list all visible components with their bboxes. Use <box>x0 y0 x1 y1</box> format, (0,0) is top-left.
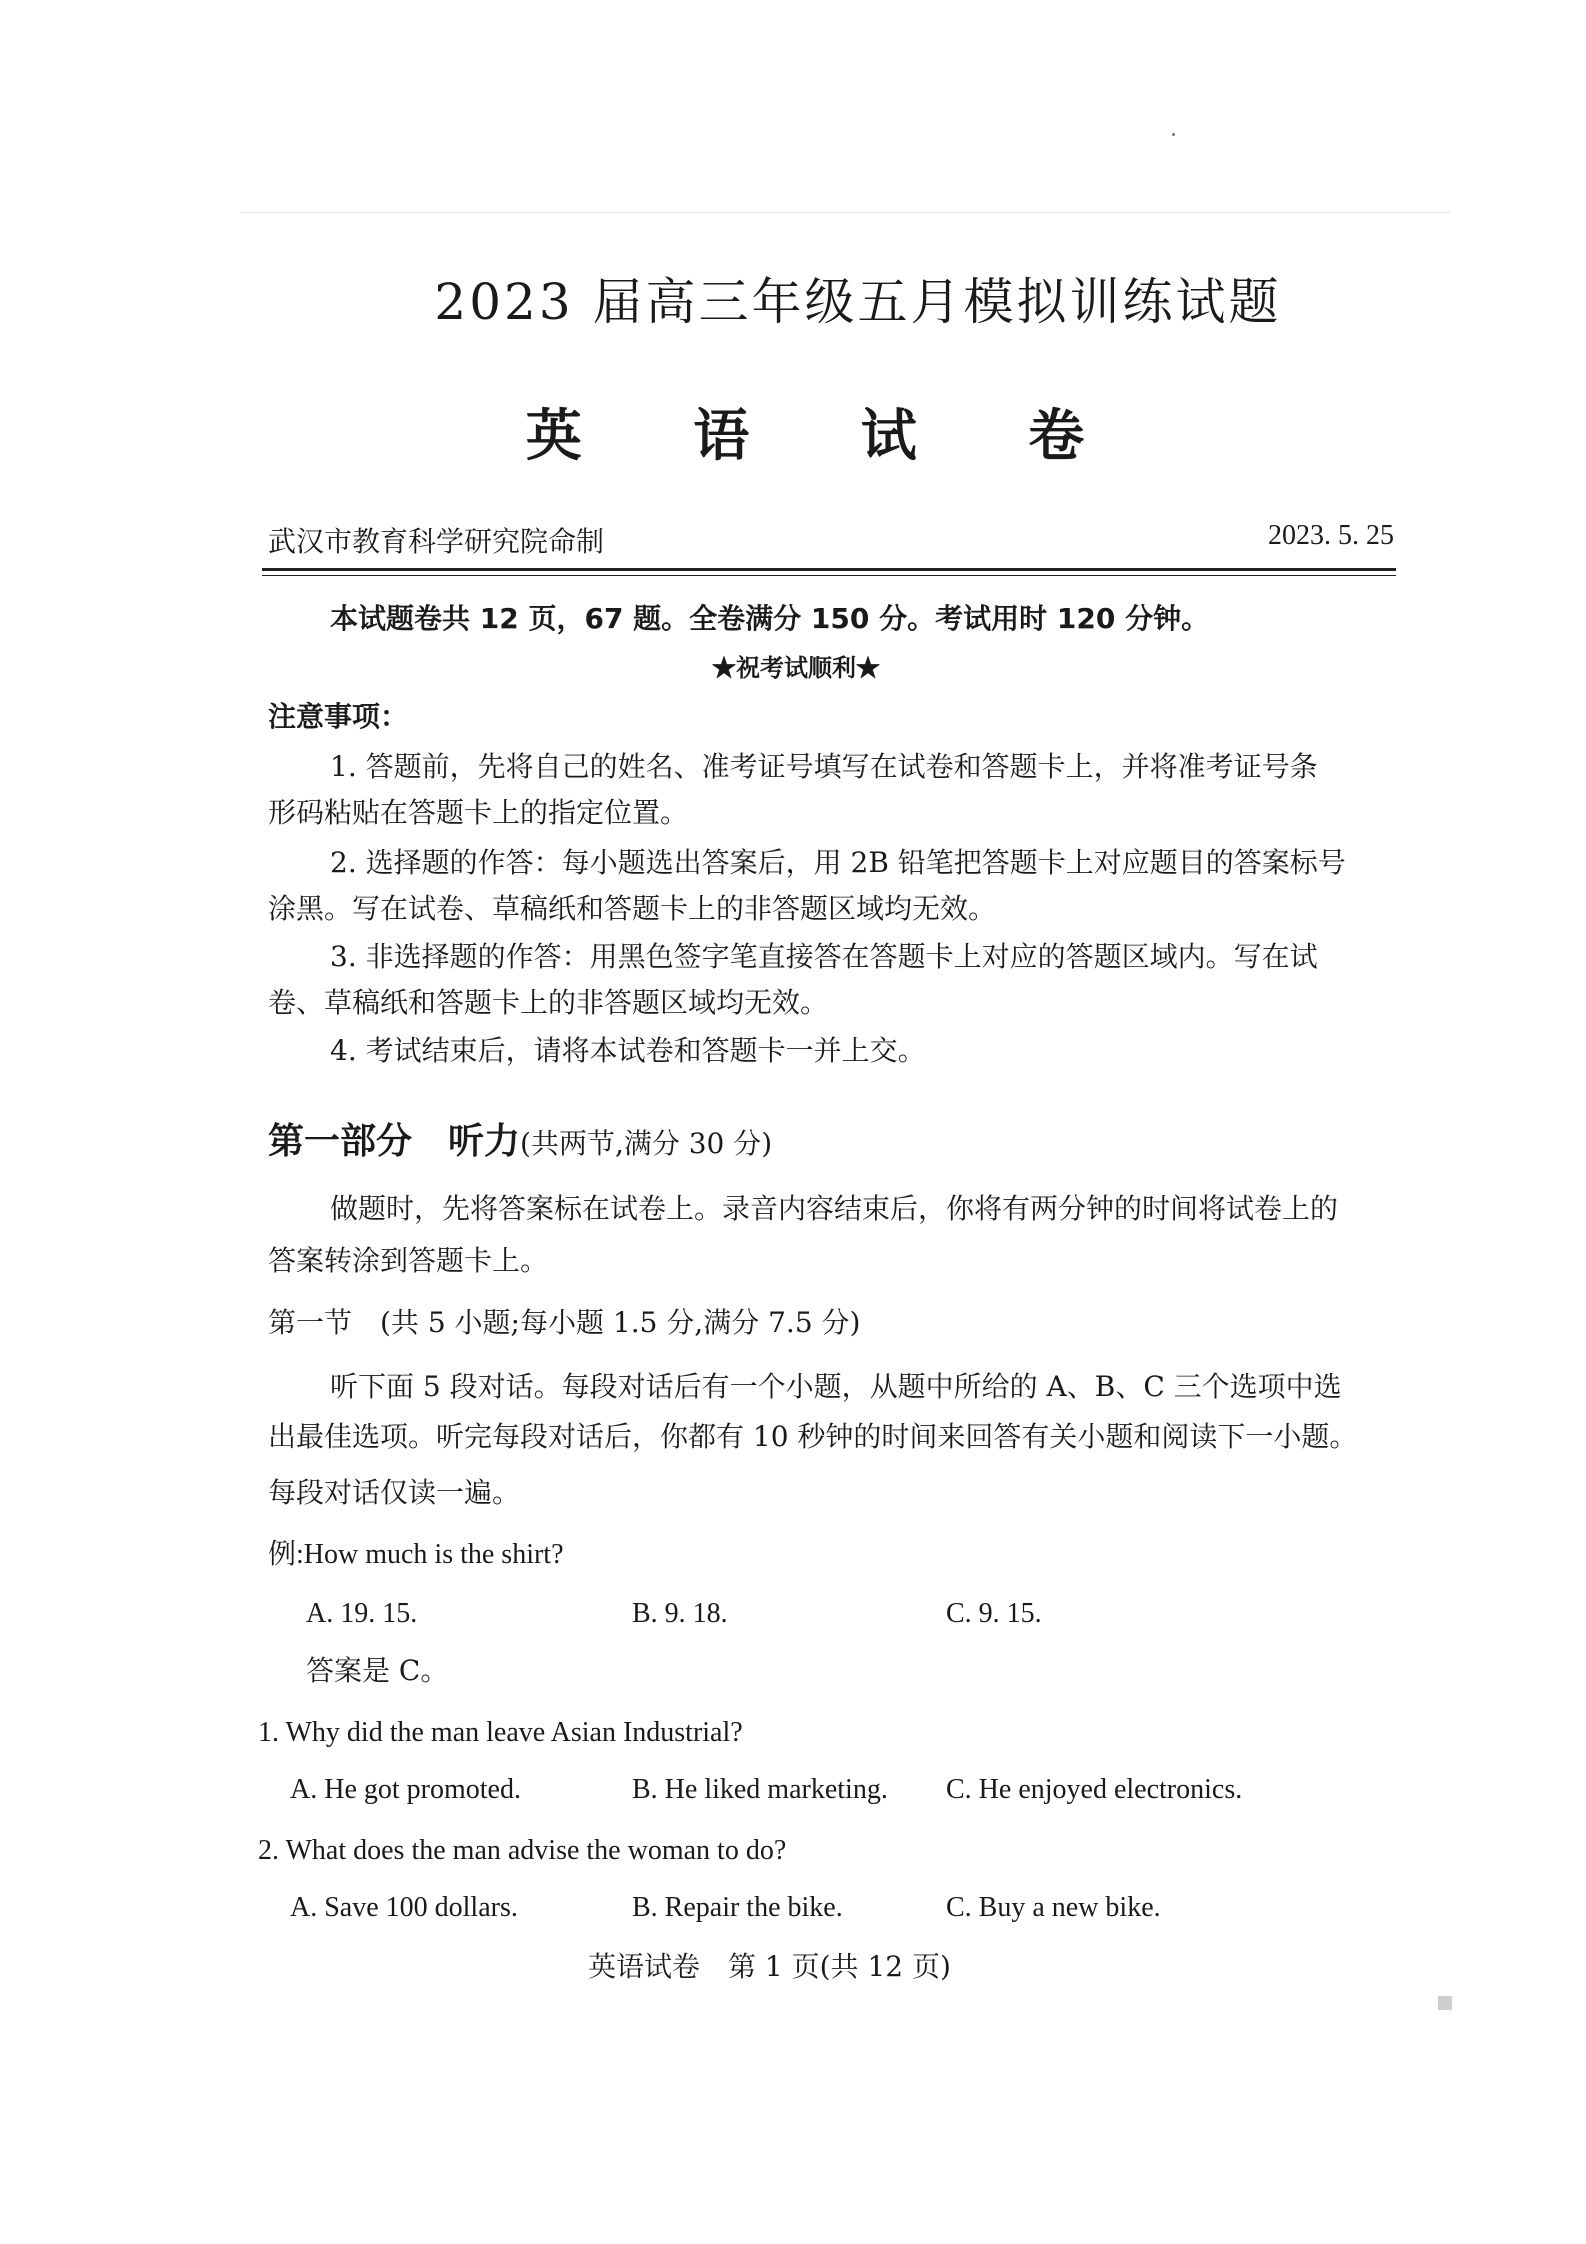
subject-title: 英 语 试 卷 <box>525 403 1131 469</box>
question-1-option-a: A. He got promoted. <box>290 1774 521 1805</box>
note-item-1-cont: 形码粘贴在答题卡上的指定位置。 <box>268 796 689 829</box>
exam-summary: 本试题卷共 12 页，67 题。全卷满分 150 分。考试用时 120 分钟。 <box>330 602 1210 635</box>
question-2-option-c: C. Buy a new bike. <box>946 1892 1161 1923</box>
question-1-option-b: B. He liked marketing. <box>632 1774 888 1805</box>
exam-date: 2023. 5. 25 <box>1268 520 1394 551</box>
note-item-3: 3. 非选择题的作答：用黑色签字笔直接答在答题卡上对应的答题区域内。写在试 <box>330 940 1318 973</box>
section-one-instructions-cont: 出最佳选项。听完每段对话后，你都有 10 秒钟的时间来回答有关小题和阅读下一小题。 <box>268 1420 1358 1453</box>
part-one-intro: 做题时，先将答案标在试卷上。录音内容结束后，你将有两分钟的时间将试卷上的 <box>330 1192 1339 1225</box>
example-option-a: A. 19. 15. <box>306 1598 418 1629</box>
part-one-title: 第一部分 听力 <box>268 1121 521 1162</box>
example-option-c: C. 9. 15. <box>946 1598 1042 1629</box>
example-option-b: B. 9. 18. <box>632 1598 728 1629</box>
question-2-option-b: B. Repair the bike. <box>632 1892 843 1923</box>
good-luck-wish: ★祝考试顺利★ <box>712 653 880 682</box>
issuing-organization: 武汉市教育科学研究院命制 <box>268 525 605 558</box>
part-one-score: (共两节,满分 30 分) <box>520 1127 773 1160</box>
note-item-2: 2. 选择题的作答：每小题选出答案后，用 2B 铅笔把答题卡上对应题目的答案标号 <box>330 846 1346 879</box>
header-divider <box>262 568 1396 576</box>
note-item-1: 1. 答题前，先将自己的姓名、准考证号填写在试卷和答题卡上，并将准考证号条 <box>330 750 1318 783</box>
example-answer: 答案是 C。 <box>306 1654 449 1687</box>
section-one-heading: 第一节 (共 5 小题;每小题 1.5 分,满分 7.5 分) <box>268 1306 861 1339</box>
section-one-instructions: 听下面 5 段对话。每段对话后有一个小题，从题中所给的 A、B、C 三个选项中选 <box>330 1370 1342 1403</box>
example-question: 例:How much is the shirt? <box>268 1539 564 1570</box>
scan-speck <box>1172 133 1175 136</box>
question-2-option-a: A. Save 100 dollars. <box>290 1892 518 1923</box>
scan-edge-mark <box>1438 1996 1452 2010</box>
section-one-instructions-end: 每段对话仅读一遍。 <box>268 1476 521 1509</box>
page-footer: 英语试卷 第 1 页(共 12 页) <box>588 1950 951 1983</box>
notes-heading: 注意事项： <box>268 700 409 733</box>
question-1-option-c: C. He enjoyed electronics. <box>946 1774 1243 1805</box>
part-one-intro-cont: 答案转涂到答题卡上。 <box>268 1244 549 1277</box>
exam-title: 2023 届高三年级五月模拟训练试题 <box>434 273 1282 331</box>
note-item-3-cont: 卷、草稿纸和答题卡上的非答题区域均无效。 <box>268 986 829 1019</box>
question-1: 1. Why did the man leave Asian Industrial? <box>258 1717 743 1748</box>
note-item-4: 4. 考试结束后，请将本试卷和答题卡一并上交。 <box>330 1034 926 1067</box>
question-2: 2. What does the man advise the woman to do? <box>258 1835 787 1866</box>
part-one-heading <box>268 1120 772 1163</box>
note-item-2-cont: 涂黑。写在试卷、草稿纸和答题卡上的非答题区域均无效。 <box>268 892 997 925</box>
scan-top-edge <box>240 212 1450 213</box>
